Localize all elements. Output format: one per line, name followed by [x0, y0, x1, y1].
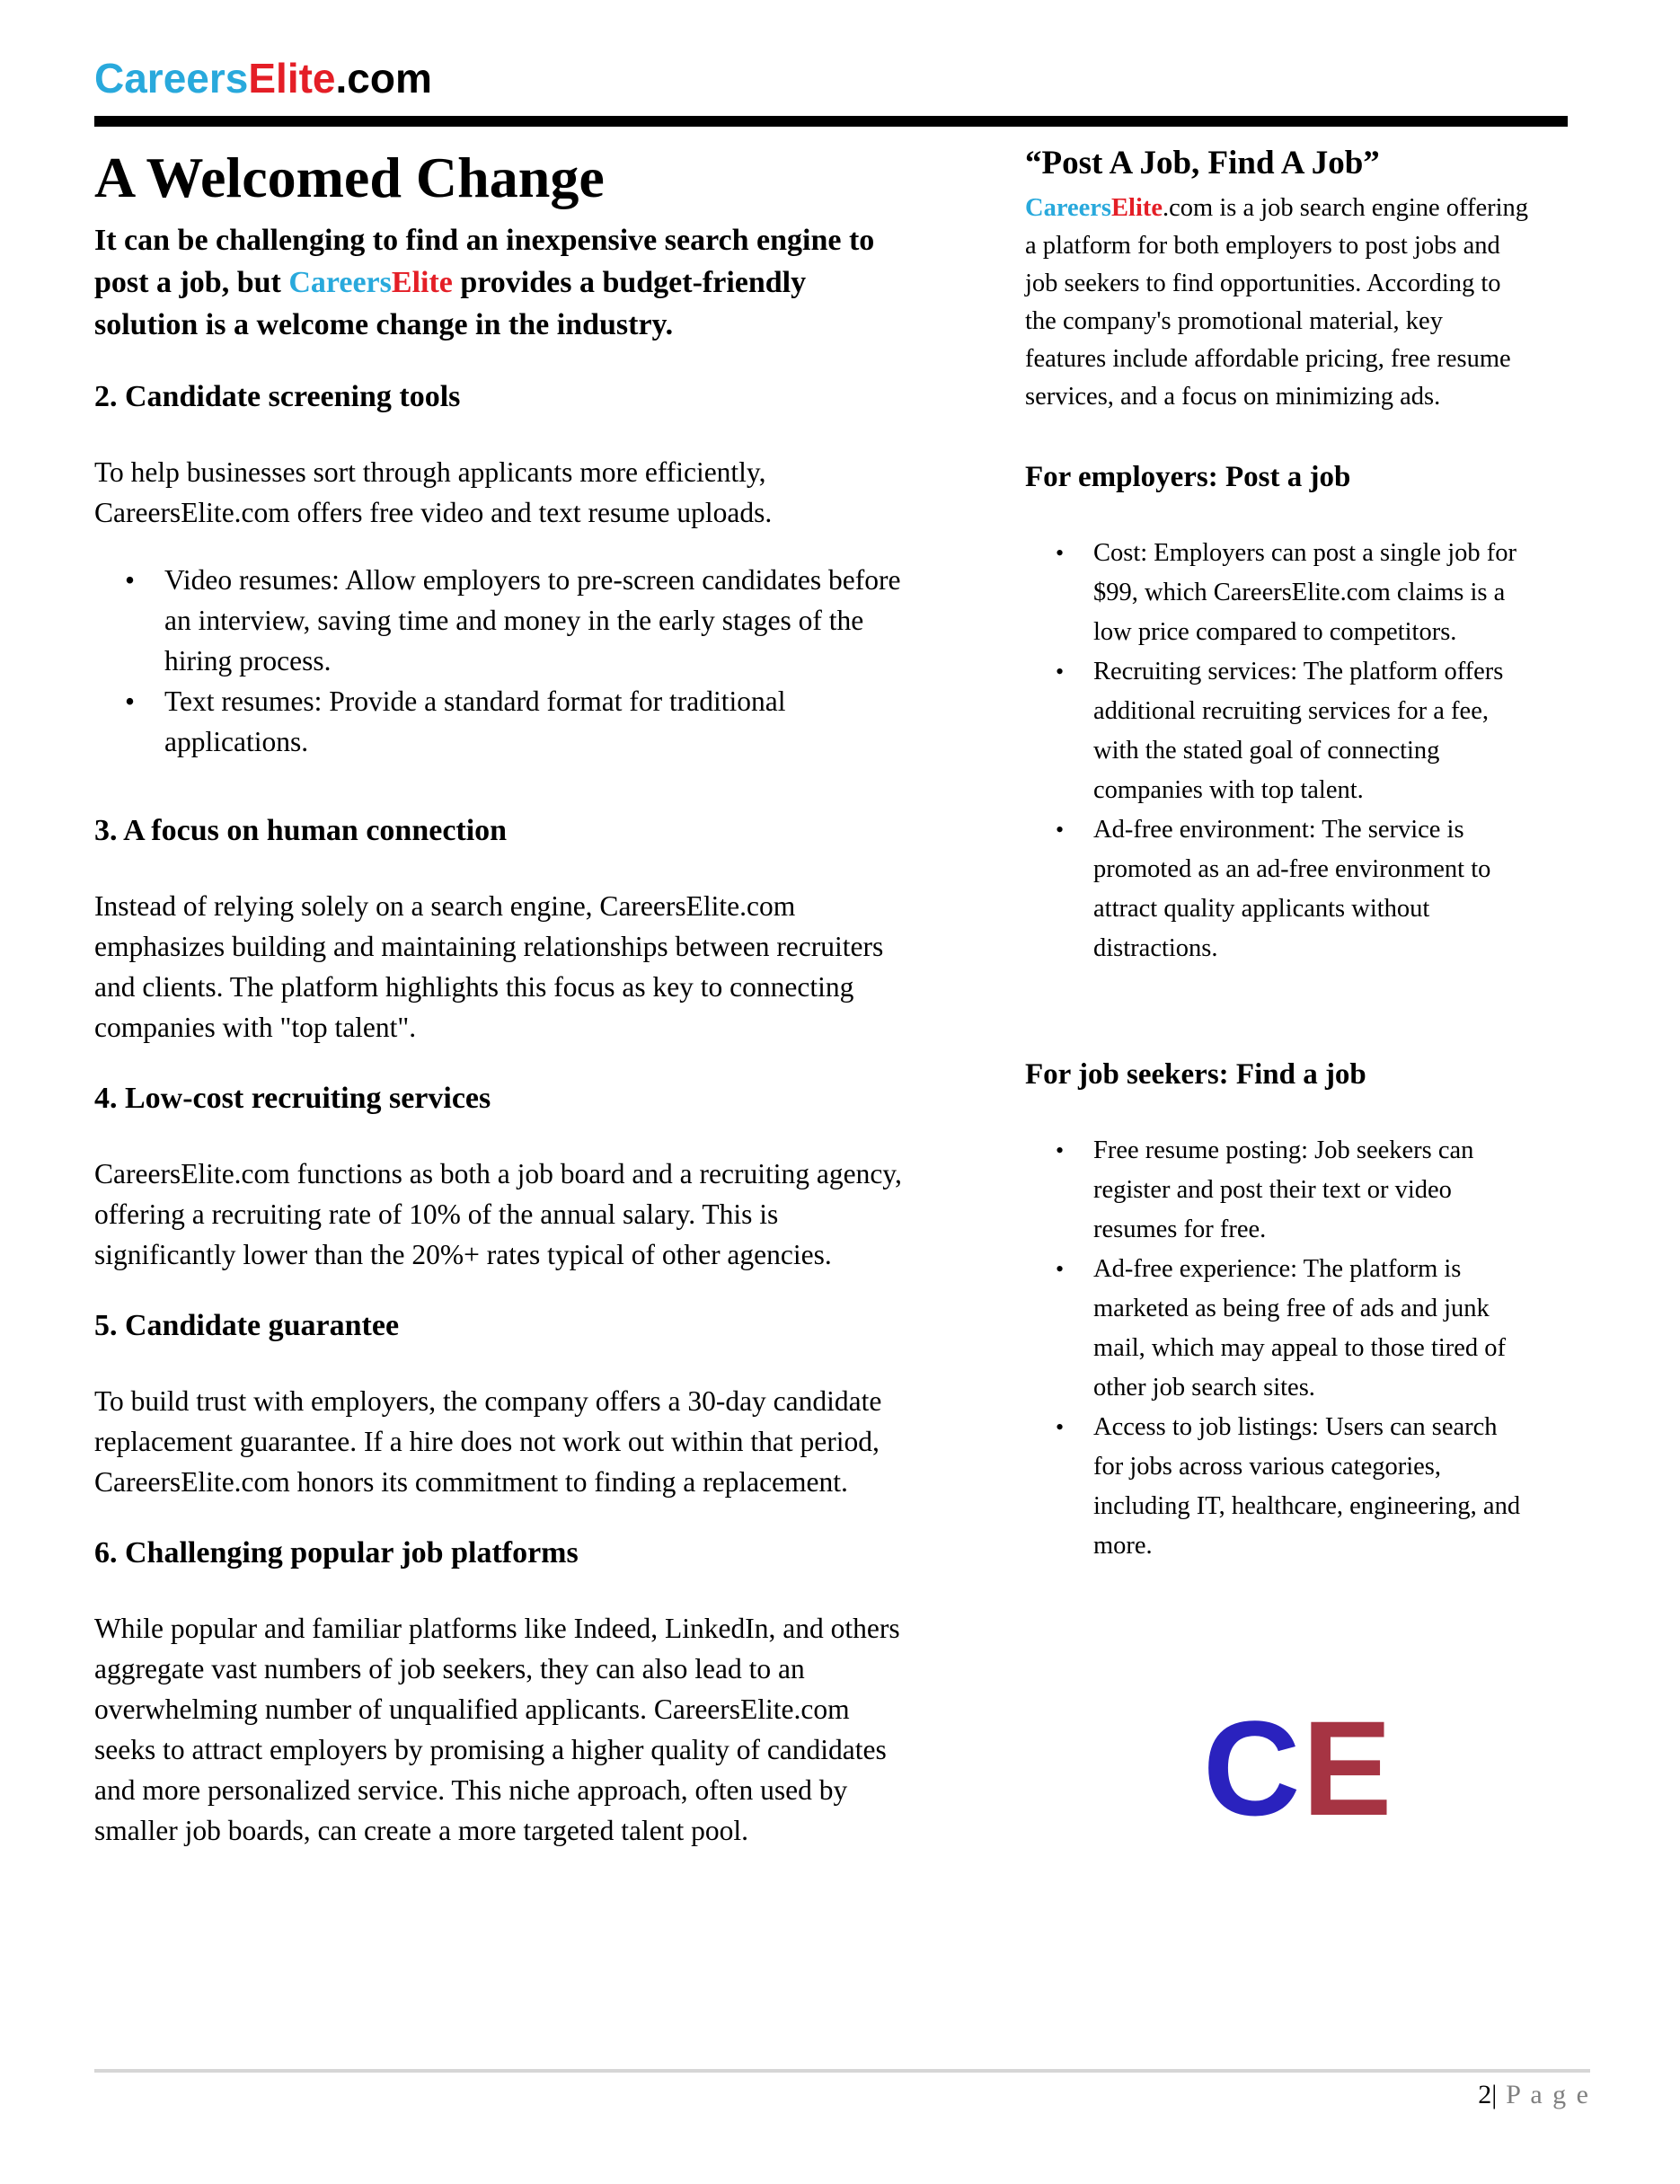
- left-column: [94, 132, 939, 1852]
- section-paragraph: To help businesses sort through applicants more efficiently, CareersElite.com offers free video and text resume uploads.: [94, 456, 773, 529]
- list-item: • Cost: Employers can post a single job for $99, which CareersElite.com claims is a low price compared to competitors.: [1093, 534, 1530, 652]
- two-column-layout: [0, 132, 1680, 1852]
- section-paragraph: While popular and familiar platforms like Indeed, LinkedIn, and others aggregate vast numbers of job seekers, they can also lead to an overwhelming number of unqualified applicants. CareersElite.com seeks to attract employers by promising a higher quality of candidates and more personalized service. This niche approach, often used by smaller job boards, can create a more targeted talent pool.: [94, 1613, 900, 1847]
- right-intro-paragraph: [1025, 190, 1530, 416]
- logo-dotcom-text: .com: [335, 55, 432, 102]
- brand-careers-text: Careers: [288, 266, 392, 300]
- section-low-cost-recruiting: [94, 1082, 939, 1275]
- list-item: • Text resumes: Provide a standard format for traditional applications.: [164, 681, 910, 762]
- intro-paragraph: [94, 219, 903, 346]
- section-candidate-screening: [94, 380, 939, 762]
- section-paragraph: CareersElite.com functions as both a job board and a recruiting agency, offering a recruiting rate of 10% of the annual salary. This is significantly lower than the 20%+ rates typical of other agencies.: [94, 1158, 902, 1271]
- page-footer: [94, 2069, 1590, 2110]
- ce-logo: [1203, 1692, 1530, 1844]
- page-label: P a g e: [1506, 2080, 1590, 2109]
- list-item: • Free resume posting: Job seekers can register and post their text or video resumes for free.: [1093, 1131, 1530, 1250]
- ce-logo-c: C: [1203, 1692, 1303, 1844]
- ce-logo-e: E: [1302, 1692, 1394, 1844]
- section-human-connection: [94, 814, 939, 1048]
- header-divider: [94, 116, 1568, 127]
- page-number: [94, 2080, 1590, 2110]
- page-number-separator: |: [1491, 2080, 1498, 2109]
- footer-divider: [94, 2069, 1590, 2073]
- employers-heading: For employers: Post a job: [1025, 460, 1351, 493]
- brand-elite-text: Elite: [391, 266, 453, 300]
- jobseekers-heading: For job seekers: Find a job: [1025, 1057, 1366, 1091]
- list-item: • Ad-free environment: The service is promoted as an ad-free environment to attract quality applicants without distractions.: [1093, 810, 1530, 968]
- list-item: • Recruiting services: The platform offers additional recruiting services for a fee, with the stated goal of connecting companies with top talent.: [1093, 652, 1530, 810]
- bullet-list: [94, 560, 910, 762]
- page-header: [0, 0, 1680, 127]
- section-paragraph: Instead of relying solely on a search engine, CareersElite.com emphasizes building and maintaining relationships between recruiters and clients. The platform highlights this focus as key to connecting companies with "top talent".: [94, 890, 884, 1044]
- section-heading: 5. Candidate guarantee: [94, 1309, 400, 1343]
- brand-careers-text: Careers: [1025, 193, 1112, 222]
- section-candidate-guarantee: [94, 1309, 939, 1502]
- intro-text-post: provides a budget-friendly solution is a welcome change in the industry.: [94, 266, 807, 342]
- article-title: A Welcomed Change: [94, 145, 605, 209]
- section-heading: 4. Low-cost recruiting services: [94, 1082, 491, 1116]
- careerselite-logo: [94, 56, 1586, 102]
- page-number-value: 2: [1478, 2080, 1492, 2109]
- section-heading: 6. Challenging popular job platforms: [94, 1536, 579, 1570]
- list-item: • Ad-free experience: The platform is marketed as being free of ads and junk mail, which may appeal to those tired of other job search sites.: [1093, 1250, 1530, 1408]
- jobseekers-bullet-list: [1025, 1131, 1530, 1566]
- right-column: [1025, 132, 1530, 1852]
- right-intro-text: .com is a job search engine offering a platform for both employers to post jobs and job seekers to find opportunities. According to the company's promotional material, key features include affordable pricing, free resume services, and a focus on minimizing ads.: [1025, 193, 1529, 411]
- list-item: • Video resumes: Allow employers to pre-screen candidates before an interview, saving time and money in the early stages of the hiring process.: [164, 560, 910, 681]
- section-heading: 2. Candidate screening tools: [94, 380, 461, 414]
- section-challenging-platforms: [94, 1536, 939, 1851]
- employers-bullet-list: [1025, 534, 1530, 968]
- logo-careers-text: Careers: [94, 55, 249, 102]
- section-paragraph: To build trust with employers, the company offers a 30-day candidate replacement guarantee. If a hire does not work out within that period, CareersElite.com honors its commitment to finding a replacement.: [94, 1385, 882, 1499]
- list-item: • Access to job listings: Users can search for jobs across various categories, including IT, healthcare, engineering, and more.: [1093, 1408, 1530, 1566]
- logo-elite-text: Elite: [248, 55, 336, 102]
- brand-elite-text: Elite: [1111, 193, 1163, 222]
- quote-title: “Post A Job, Find A Job”: [1025, 144, 1380, 181]
- section-heading: 3. A focus on human connection: [94, 814, 508, 848]
- intro-text-pre: It can be challenging to find an inexpensive search engine to post a job, but: [94, 224, 875, 300]
